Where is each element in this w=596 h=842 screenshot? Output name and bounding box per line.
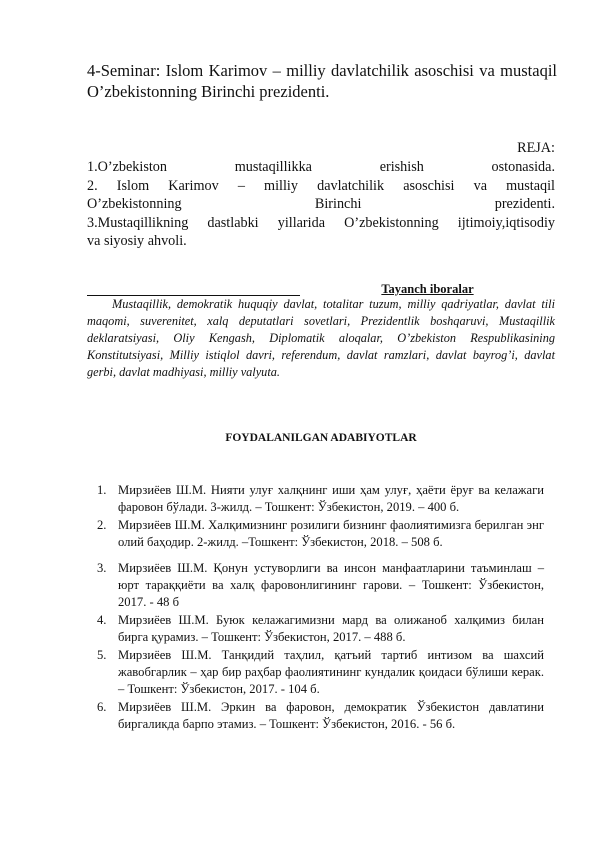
plan-line: 1.O’zbekiston mustaqillikka erishish ostonasida.: [87, 159, 555, 175]
keywords-paragraph: Mustaqillik, demokratik huquqiy davlat, totalitar tuzum, milliy qadriyatlar, davlat tili maqomi, suverenitet, xalq deputatlari sovetlari, Prezidentlik boshqaruvi, Mustaqillik deklaratsiyasi, Oliy Kengash, Diplomatik aloqalar, O’zbekiston Respublikasining Konstitutsiyasi, Milliy istiqlol davri, referendum, davlat ramzlari, davlat bayrog’i, davlat gerbi, davlat madhiyasi, milliy valyuta.: [87, 297, 555, 379]
reference-number: 5.: [97, 648, 107, 662]
list-item: [97, 560, 544, 611]
reference-text: Мирзиёев Ш.М. Эркин ва фаровон, демократик Ўзбекистон давлатини биргаликда барпо этамиз. – Тошкент: Ўзбекистон, 2016. - 56 б.: [118, 700, 544, 731]
reference-number: 6.: [97, 700, 107, 714]
plan-line: va siyosiy ahvoli.: [87, 233, 187, 249]
plan-line: 3.Mustaqillikning dastlabki yillarida O’zbekistonning ijtimoiy,iqtisodiy: [87, 214, 555, 231]
literature-heading: FOYDALANILGAN ADABIYOTLAR: [225, 432, 417, 444]
reference-number: 2.: [97, 518, 107, 532]
list-item: [97, 482, 544, 516]
list-item: [97, 699, 544, 733]
plan-label: REJA:: [517, 140, 555, 156]
reference-number: 1.: [97, 483, 107, 497]
reference-number: 3.: [97, 561, 107, 575]
keywords-heading: Tayanch iboralar: [381, 282, 474, 296]
seminar-title: 4-Seminar: Islom Karimov – milliy davlatchilik asoschisi va mustaqil O’zbekistonning Birinchi prezidenti.: [87, 61, 557, 101]
list-item: [97, 647, 544, 698]
reference-number: 4.: [97, 613, 107, 627]
reference-text: Мирзиёев Ш.М. Танқидий таҳлил, қатъий тартиб интизом ва шахсий жавобгарлик – ҳар бир раҳбар фаолиятининг кундалик қоидаси бўлиши керак. – Тошкент: Ўзбекистон, 2017. - 104 б.: [118, 648, 544, 696]
list-item: [97, 612, 544, 646]
plan-list: [87, 158, 555, 251]
reference-text: Мирзиёев Ш.М. Нияти улуғ халқнинг иши ҳам улуғ, ҳаёти ёруғ ва келажаги фаровон бўлади. 3-жилд. – Тошкент: Ўзбекистон, 2019. – 400 б.: [118, 483, 544, 514]
reference-text: Мирзиёев Ш.М. Қонун устуворлиги ва инсон манфаатларини таъминлаш – юрт тараққиёти ва халқ фаровонлигининг гарови. – Тошкент: Ўзбекистон, 2017. - 48 б: [118, 561, 544, 609]
plan-line: O’zbekistonning Birinchi prezidenti.: [87, 196, 555, 212]
plan-line: 2. Islom Karimov – milliy davlatchilik asoschisi va mustaqil: [87, 177, 555, 194]
list-item: [97, 517, 544, 551]
reference-text: Мирзиёев Ш.М. Халқимизнинг розилиги бизнинг фаолиятимизга берилган энг олий баҳодир. 2-жилд. –Тошкент: Ўзбекистон, 2018. – 508 б.: [118, 518, 544, 549]
reference-list: [97, 482, 544, 734]
reference-text: Мирзиёев Ш.М. Буюк келажагимизни мард ва олижаноб халқимиз билан бирга қурамиз. – Тошкент: Ўзбекистон, 2017. – 488 б.: [118, 613, 544, 644]
